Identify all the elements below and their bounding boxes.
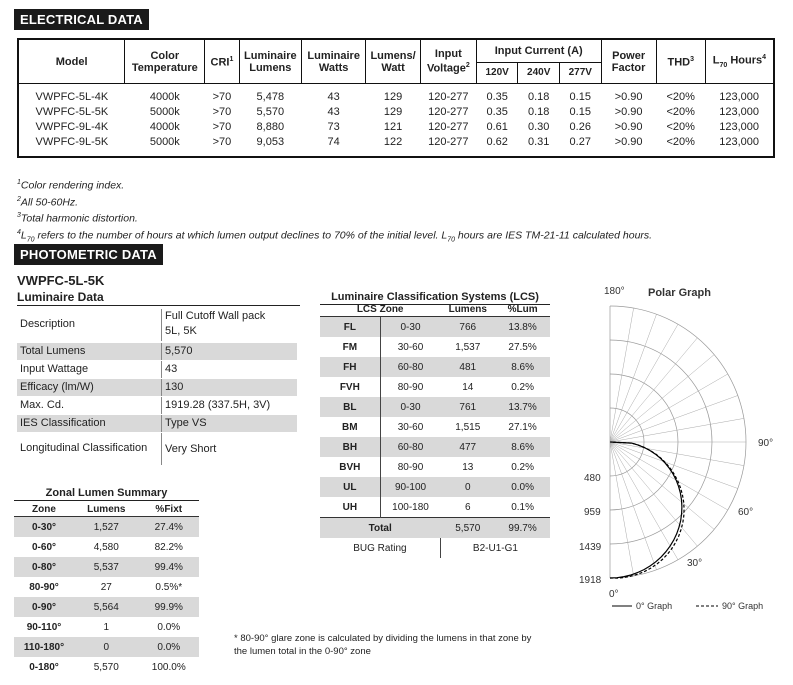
electrical-cell: 121 xyxy=(383,121,403,133)
lcs-cell: 0.2% xyxy=(511,461,534,473)
electrical-cell: 4000k xyxy=(149,121,180,133)
zonal-row xyxy=(14,637,199,657)
zonal-cell: 0.0% xyxy=(157,621,181,633)
zonal-cell: 0.0% xyxy=(139,637,199,657)
electrical-cell: 123,000 xyxy=(719,121,760,133)
radial-1439: 1439 xyxy=(579,542,602,553)
lcs-table xyxy=(320,303,550,558)
polar-spoke xyxy=(610,442,714,529)
lcs-row xyxy=(320,417,550,437)
lcs-cell: 60-80 xyxy=(380,357,440,377)
lcs-cell: FL xyxy=(320,317,380,338)
electrical-cell: 123,000 xyxy=(719,91,760,103)
col-input-current: Input Current (A) xyxy=(476,39,601,63)
zonal-cell: 1 xyxy=(103,621,110,633)
lcs-cell: 0.1% xyxy=(511,501,534,513)
lcs-title: Luminaire Classification Systems (LCS) xyxy=(320,291,550,305)
zonal-cell: 5,564 xyxy=(74,597,139,617)
electrical-cell: <20% xyxy=(666,136,695,148)
lcs-cell: BH xyxy=(320,437,380,457)
col-color-temp: Color Temperature xyxy=(125,39,205,84)
electrical-cell: VWPFC-5L-5K xyxy=(35,106,109,118)
lcs-cell: 30-60 xyxy=(380,417,440,437)
lcs-cell: UH xyxy=(342,501,358,513)
electrical-cell: 43 xyxy=(327,106,340,118)
polar-graph xyxy=(578,280,783,620)
electrical-cell: 0.62 xyxy=(486,136,508,148)
zonal-cell: 0 xyxy=(74,637,139,657)
lcs-cell: 8.6% xyxy=(495,437,550,457)
lum-row-description: Description Full Cutoff Wall pack 5L, 5K xyxy=(17,309,297,341)
electrical-cell: <20% xyxy=(666,121,695,133)
electrical-cell: 5000k xyxy=(149,106,180,118)
polar-spoke xyxy=(610,355,714,442)
electrical-cell: 0.15 xyxy=(569,106,591,118)
col-thd: THD$^3$ xyxy=(656,39,705,84)
footnote-1: $^1$Color rendering index. xyxy=(17,179,125,192)
polar-title: Polar Graph xyxy=(648,287,711,299)
photometric-data-header: PHOTOMETRIC DATA xyxy=(14,244,163,265)
zonal-cell: 0-30° xyxy=(14,517,74,538)
electrical-cell: >0.90 xyxy=(614,121,643,133)
polar-spoke xyxy=(610,442,738,489)
polar-spoke xyxy=(610,442,697,546)
electrical-cell: 0.27 xyxy=(569,136,591,148)
zonal-cell: 5,537 xyxy=(74,557,139,577)
electrical-cell: 0.35 xyxy=(486,106,508,118)
electrical-cell: 0.18 xyxy=(528,106,550,118)
lcs-col-lumens: Lumens xyxy=(440,303,495,317)
electrical-cell: 120-277 xyxy=(428,91,469,103)
label-30: 30° xyxy=(687,558,703,569)
electrical-cell: 0.31 xyxy=(528,136,550,148)
zonal-cell: 27.4% xyxy=(139,517,199,538)
zonal-cell: 99.9% xyxy=(139,597,199,617)
zonal-row xyxy=(14,537,199,557)
lcs-cell: 0.2% xyxy=(511,381,534,393)
electrical-cell: <20% xyxy=(666,91,695,103)
lcs-cell: BM xyxy=(342,421,358,433)
lcs-col-pct: %Lum xyxy=(495,303,550,317)
electrical-cell: >70 xyxy=(212,121,232,133)
lcs-cell: 766 xyxy=(440,317,495,338)
zonal-cell: 0-180° xyxy=(29,661,59,673)
col-voltage: Input Voltage$^2$ xyxy=(420,39,476,84)
lcs-row xyxy=(320,497,550,518)
lum-row-input-wattage: Input Wattage 43 xyxy=(17,361,297,378)
lum-row-longitudinal: Longitudinal Classification Very Short xyxy=(17,433,297,465)
electrical-cell: VWPFC-5L-4K xyxy=(35,91,109,103)
lcs-cell: 0 xyxy=(440,477,495,497)
zonal-col-pct: %Fixt xyxy=(139,503,199,517)
lcs-cell: 6 xyxy=(464,501,471,513)
electrical-cell: 0.35 xyxy=(486,91,508,103)
lcs-cell: 80-90 xyxy=(380,377,440,397)
footnote-3: $^3$Total harmonic distortion. xyxy=(17,212,138,225)
lcs-cell: 0.0% xyxy=(495,477,550,497)
lcs-cell: 0-30 xyxy=(380,397,440,417)
electrical-cell: 5000k xyxy=(149,136,180,148)
lcs-cell: 13 xyxy=(462,461,474,473)
label-60: 60° xyxy=(738,507,754,518)
electrical-cell: <20% xyxy=(666,106,695,118)
zonal-col-lumens: Lumens xyxy=(74,503,139,517)
zonal-col-zone: Zone xyxy=(14,503,74,517)
electrical-cell: >0.90 xyxy=(614,91,643,103)
col-model: Model xyxy=(18,39,125,84)
col-cri: CRI$^1$ xyxy=(205,39,239,84)
electrical-row xyxy=(18,120,774,135)
electrical-table xyxy=(17,38,775,158)
radial-1918: 1918 xyxy=(579,575,602,586)
footnote-4: $^4L_{70}$ refers to the number of hours at which lumen output declines to 70% of the initial level. $L_{70}$ hours are IES TM-21-11 calculated hours. xyxy=(17,228,653,244)
zonal-cell: 99.4% xyxy=(139,557,199,577)
electrical-cell: >0.90 xyxy=(614,136,643,148)
polar-grid xyxy=(610,306,746,578)
electrical-cell: >0.90 xyxy=(614,106,643,118)
col-120v: 120V xyxy=(476,63,518,84)
zonal-row xyxy=(14,577,199,597)
lcs-cell: 80-90 xyxy=(380,457,440,477)
lcs-cell: 761 xyxy=(440,397,495,417)
electrical-cell: 4000k xyxy=(149,91,180,103)
electrical-cell: 8,880 xyxy=(256,121,285,133)
zonal-cell: 0-80° xyxy=(14,557,74,577)
zonal-table xyxy=(14,503,199,677)
electrical-cell: 43 xyxy=(327,91,340,103)
col-watts: Luminaire Watts xyxy=(302,39,366,84)
lcs-row xyxy=(320,337,550,357)
electrical-data-header: ELECTRICAL DATA xyxy=(14,9,149,30)
lcs-cell: 30-60 xyxy=(380,337,440,357)
lcs-row xyxy=(320,357,550,377)
col-277v: 277V xyxy=(559,63,601,84)
bug-rating-row: BUG Rating B2-U1-G1 xyxy=(320,538,550,558)
electrical-cell: 0.26 xyxy=(569,121,591,133)
lcs-row xyxy=(320,437,550,457)
lcs-cell: BL xyxy=(320,397,380,417)
electrical-cell: 0.30 xyxy=(528,121,550,133)
model-title: VWPFC-5L-5K xyxy=(17,273,105,288)
lcs-cell: 1,515 xyxy=(455,421,481,433)
zonal-cell: 100.0% xyxy=(151,661,186,673)
electrical-cell: 123,000 xyxy=(719,136,760,148)
electrical-cell: >70 xyxy=(212,91,232,103)
lum-row-ies-class: IES Classification Type VS xyxy=(17,415,297,432)
electrical-cell: 0.18 xyxy=(528,91,550,103)
lum-row-max-cd: Max. Cd. 1919.28 (337.5H, 3V) xyxy=(17,397,297,414)
lcs-cell: 100-180 xyxy=(380,497,440,518)
lcs-cell: 8.6% xyxy=(495,357,550,377)
zonal-row xyxy=(14,597,199,617)
legend-dashed-label: 90° Graph xyxy=(722,601,764,611)
zonal-cell: 80-90° xyxy=(29,581,59,593)
electrical-cell: VWPFC-9L-5K xyxy=(35,136,109,148)
zonal-cell: 4,580 xyxy=(93,541,119,553)
lcs-cell: 13.8% xyxy=(495,317,550,338)
col-lumens: Luminaire Lumens xyxy=(239,39,301,84)
luminaire-data-title: Luminaire Data xyxy=(17,290,300,306)
electrical-row xyxy=(18,90,774,105)
zonal-cell: 1,527 xyxy=(74,517,139,538)
zonal-cell: 82.2% xyxy=(154,541,183,553)
zonal-row xyxy=(14,617,199,637)
lcs-cell: 481 xyxy=(440,357,495,377)
zonal-cell: 5,570 xyxy=(93,661,119,673)
polar-spoke xyxy=(610,338,697,442)
electrical-cell: VWPFC-9L-4K xyxy=(35,121,109,133)
electrical-cell: 5,478 xyxy=(256,91,285,103)
zonal-row xyxy=(14,557,199,577)
footnotes xyxy=(17,176,652,246)
col-240v: 240V xyxy=(518,63,560,84)
zonal-cell: 0.5%* xyxy=(155,581,183,593)
zonal-row xyxy=(14,657,199,677)
lcs-cell: 13.7% xyxy=(495,397,550,417)
lcs-cell: 90-100 xyxy=(380,477,440,497)
electrical-row xyxy=(18,135,774,150)
lcs-cell: 27.1% xyxy=(508,421,537,433)
radial-959: 959 xyxy=(584,507,601,518)
electrical-cell: 5,570 xyxy=(256,106,285,118)
lum-row-efficacy: Efficacy (lm/W) 130 xyxy=(17,379,297,396)
lum-row-total-lumens: Total Lumens 5,570 xyxy=(17,343,297,360)
electrical-cell: 73 xyxy=(327,121,340,133)
polar-curve-0deg xyxy=(610,442,682,578)
lcs-cell: 27.5% xyxy=(508,341,537,353)
polar-spoke xyxy=(610,314,657,442)
lcs-cell: FVH xyxy=(339,381,360,393)
lcs-cell: 60-80 xyxy=(380,437,440,457)
polar-curve-90deg xyxy=(610,442,684,578)
lcs-row xyxy=(320,377,550,397)
lcs-cell: 14 xyxy=(462,381,474,393)
col-l70-hours: $L_{70}$ Hours$^4$ xyxy=(705,39,774,84)
electrical-cell: 123,000 xyxy=(719,106,760,118)
electrical-cell: 129 xyxy=(383,106,403,118)
zonal-title: Zonal Lumen Summary xyxy=(14,487,199,501)
label-90: 90° xyxy=(758,438,774,449)
electrical-cell: 74 xyxy=(327,136,340,148)
footnote-2: $^2$All 50-60Hz. xyxy=(17,195,79,208)
electrical-cell: 9,053 xyxy=(256,136,285,148)
lcs-row xyxy=(320,457,550,477)
label-0: 0° xyxy=(609,589,619,600)
lcs-row xyxy=(320,397,550,417)
zonal-cell: 0-60° xyxy=(31,541,56,553)
col-lpw: Lumens/ Watt xyxy=(366,39,421,84)
zonal-cell: 27 xyxy=(100,581,112,593)
lcs-col-zone: LCS Zone xyxy=(320,303,440,317)
lcs-cell: 1,537 xyxy=(455,341,481,353)
glare-note: * 80-90° glare zone is calculated by dividing the lumens in that zone by the lumen total in the 0-90° zone xyxy=(234,633,532,657)
electrical-cell: 120-277 xyxy=(428,121,469,133)
label-180: 180° xyxy=(604,286,625,297)
electrical-cell: 120-277 xyxy=(428,136,469,148)
radial-480: 480 xyxy=(584,473,601,484)
electrical-cell: 120-277 xyxy=(428,106,469,118)
lcs-cell: FH xyxy=(320,357,380,377)
electrical-cell: 0.15 xyxy=(569,91,591,103)
lcs-cell: UL xyxy=(320,477,380,497)
lcs-cell: 477 xyxy=(440,437,495,457)
lcs-cell: FM xyxy=(342,341,358,353)
electrical-cell: >70 xyxy=(212,136,232,148)
lcs-total-row: Total 5,570 99.7% xyxy=(320,518,550,539)
lcs-row xyxy=(320,477,550,497)
lcs-cell: 0-30 xyxy=(380,317,440,338)
lcs-cell: BVH xyxy=(339,461,361,473)
polar-spoke xyxy=(610,442,657,570)
zonal-row xyxy=(14,517,199,538)
zonal-cell: 0-90° xyxy=(14,597,74,617)
electrical-cell: 129 xyxy=(383,91,403,103)
electrical-cell: >70 xyxy=(212,106,232,118)
lcs-row xyxy=(320,317,550,338)
zonal-cell: 110-180° xyxy=(14,637,74,657)
col-power-factor: Power Factor xyxy=(601,39,656,84)
legend-solid-label: 0° Graph xyxy=(636,601,673,611)
electrical-cell: 0.61 xyxy=(486,121,508,133)
electrical-row xyxy=(18,105,774,120)
zonal-cell: 90-110° xyxy=(26,621,62,633)
electrical-cell: 122 xyxy=(383,136,403,148)
polar-spoke xyxy=(610,395,738,442)
